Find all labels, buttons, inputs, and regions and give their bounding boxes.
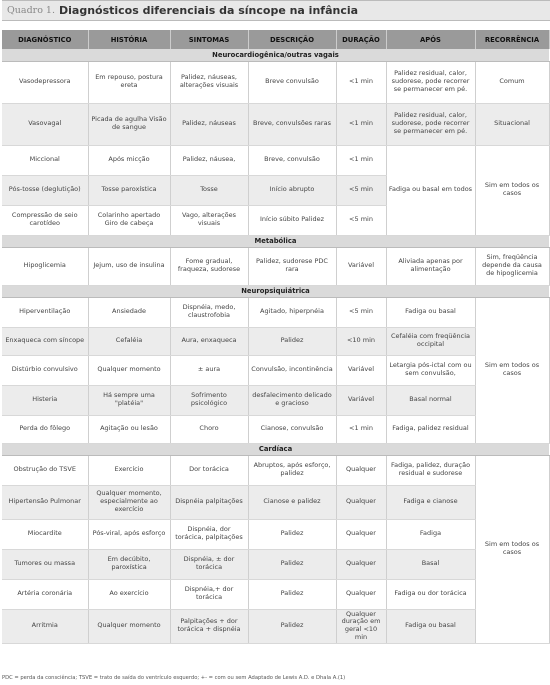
section-heading: Cardíaca [2, 443, 549, 455]
header-cell: DESCRIÇÃO [248, 30, 336, 49]
table-cell: Compressão de seio carotídeo [2, 205, 88, 235]
table-cell: Hiperventilação [2, 297, 88, 327]
table-cell: Agitação ou lesão [88, 415, 170, 443]
header-cell: DURAÇÃO [336, 30, 386, 49]
header-row [2, 30, 549, 49]
table-cell: Fadiga, palidez, duração residual e sudorese [386, 455, 475, 485]
section-heading: Metabólica [2, 235, 549, 247]
table-row [2, 485, 549, 519]
table-cell: Cianose, convulsão [248, 415, 336, 443]
table-cell: Convulsão, incontinência [248, 355, 336, 385]
table-cell: Colarinho apertado Giro de cabeça [88, 205, 170, 235]
header-cell: APÓS [386, 30, 475, 49]
table-cell: ± aura [170, 355, 248, 385]
table-cell: <1 min [336, 103, 386, 145]
table-cell: Há sempre uma "platéia" [88, 385, 170, 415]
table-cell: Palpitações + dor torácica + dispnéia [170, 609, 248, 644]
table-cell: Após micção [88, 145, 170, 175]
table-cell: Breve, convulsão [248, 145, 336, 175]
header-cell: SINTOMAS [170, 30, 248, 49]
table-cell: <1 min [336, 415, 386, 443]
table-cell: Hipertensão Pulmonar [2, 485, 88, 519]
table-cell: Hipoglicemia [2, 247, 88, 285]
table-cell: Palidez [248, 519, 336, 549]
table-caption [2, 0, 550, 21]
table-cell: <5 min [336, 205, 386, 235]
table-cell: Sim, freqüência depende da causa de hipoglicemia [475, 247, 549, 285]
table-row [2, 247, 549, 285]
table-cell: Início abrupto [248, 175, 336, 205]
table-cell: Palidez [248, 549, 336, 579]
table-cell: Palidez, náuseas, alterações visuais [170, 61, 248, 103]
table-cell: <10 min [336, 327, 386, 355]
caption-prefix: Quadro 1. [7, 5, 55, 16]
table-cell: Palidez, sudorese PDC rara [248, 247, 336, 285]
table-cell: Tosse [170, 175, 248, 205]
table-cell: Distúrbio convulsivo [2, 355, 88, 385]
table-cell: Qualquer [336, 485, 386, 519]
table-cell: Palidez residual, calor, sudorese, pode recorrer se permanecer em pé. [386, 61, 475, 103]
table-row [2, 145, 549, 175]
table-cell: Cefaléia com freqüência occipital [386, 327, 475, 355]
table-cell: Histeria [2, 385, 88, 415]
table-cell: Dor torácica [170, 455, 248, 485]
table-cell: Tosse paroxística [88, 175, 170, 205]
table-cell: Qualquer [336, 549, 386, 579]
table-cell: Picada de agulha Visão de sangue [88, 103, 170, 145]
table-cell: Qualquer momento [88, 355, 170, 385]
table-cell: Fadiga ou basal em todos [386, 145, 475, 235]
table-cell: Enxaqueca com síncope [2, 327, 88, 355]
table-cell: Fadiga ou dor torácica [386, 579, 475, 609]
table-cell: Início súbito Palidez [248, 205, 336, 235]
table-cell: Vago, alterações visuais [170, 205, 248, 235]
table-cell: Basal normal [386, 385, 475, 415]
table-cell: Dispnéia, dor torácica, palpitações [170, 519, 248, 549]
table-cell: Arritmia [2, 609, 88, 644]
table-cell: Variável [336, 385, 386, 415]
table-cell: Ao exercício [88, 579, 170, 609]
table-cell: Palidez [248, 609, 336, 644]
caption-title: Diagnósticos diferenciais da síncope na infância [59, 4, 359, 17]
header-cell: RECORRÊNCIA [475, 30, 549, 49]
table-cell: Pós-tosse (deglutição) [2, 175, 88, 205]
footnote: PDC = perda da consciência; TSVE = trato de saída do ventrículo esquerdo; +- = com ou sem Adaptado de Lewis A.D. e Dhala A.(1) [2, 675, 346, 681]
table-cell: Tumores ou massa [2, 549, 88, 579]
table-cell: Aliviada apenas por alimentação [386, 247, 475, 285]
table-cell: Fadiga e cianose [386, 485, 475, 519]
table-cell: Vasovagal [2, 103, 88, 145]
section-heading: Neuropsiquiátrica [2, 285, 549, 297]
table-cell: desfalecimento delicado e gracioso [248, 385, 336, 415]
table-cell: <5 min [336, 175, 386, 205]
table-cell: Qualquer [336, 579, 386, 609]
table-row [2, 297, 549, 327]
table-cell: Basal [386, 549, 475, 579]
table-cell: Sofrimento psicológico [170, 385, 248, 415]
table-row [2, 385, 549, 415]
table-cell: Qualquer momento [88, 609, 170, 644]
table-cell: Qualquer momento, especialmente ao exercício [88, 485, 170, 519]
table-cell: Palidez [248, 579, 336, 609]
differential-diagnosis-table [2, 30, 550, 644]
table-cell: Fadiga [386, 519, 475, 549]
table-cell: Abruptos, após esforço, palidez [248, 455, 336, 485]
table-cell: Artéria coronária [2, 579, 88, 609]
table-cell: Jejum, uso de insulina [88, 247, 170, 285]
table-cell: Variável [336, 247, 386, 285]
table-cell: Sim em todos os casos [475, 297, 549, 443]
table-cell: Breve convulsão [248, 61, 336, 103]
table-cell: Breve, convulsões raras [248, 103, 336, 145]
table-cell: Agitado, hiperpnéia [248, 297, 336, 327]
table-cell: Perda do fôlego [2, 415, 88, 443]
table-row [2, 519, 549, 549]
table-cell: Qualquer [336, 519, 386, 549]
table-cell: <1 min [336, 145, 386, 175]
table-row [2, 327, 549, 355]
table-cell: Fadiga ou basal [386, 297, 475, 327]
table-row [2, 455, 549, 485]
table-cell: Palidez residual, calor, sudorese, pode recorrer se permanecer em pé. [386, 103, 475, 145]
table-cell: Qualquer [336, 455, 386, 485]
table-cell: Dispnéia palpitações [170, 485, 248, 519]
table-cell: Exercício [88, 455, 170, 485]
table-row [2, 355, 549, 385]
table-row [2, 609, 549, 644]
table-cell: Dispnéia, ± dor torácica [170, 549, 248, 579]
table-row [2, 103, 549, 145]
table-cell: Fome gradual, fraqueza, sudorese [170, 247, 248, 285]
table-cell: Dispnéia,+ dor torácica [170, 579, 248, 609]
table-cell: <1 min [336, 61, 386, 103]
table-cell: Em repouso, postura ereta [88, 61, 170, 103]
table-cell: Sim em todos os casos [475, 145, 549, 235]
table-cell: Em decúbito, paroxística [88, 549, 170, 579]
table-cell: Sim em todos os casos [475, 455, 549, 644]
table-row [2, 61, 549, 103]
table-cell: Palidez, náuseas [170, 103, 248, 145]
table-cell: Choro [170, 415, 248, 443]
table-cell: Palidez, náusea, [170, 145, 248, 175]
table-cell: Cefaléia [88, 327, 170, 355]
table-cell: Obstrução do TSVE [2, 455, 88, 485]
table-cell: Cianose e palidez [248, 485, 336, 519]
table-row [2, 579, 549, 609]
table-cell: Qualquer duração em geral <10 min [336, 609, 386, 644]
header-cell: DIAGNÓSTICO [2, 30, 88, 49]
table-cell: Vasodepressora [2, 61, 88, 103]
table-cell: Miocardite [2, 519, 88, 549]
table-row [2, 549, 549, 579]
section-heading: Neurocardiogênica/outras vagais [2, 49, 549, 61]
table-cell: Dispnéia, medo, claustrofobia [170, 297, 248, 327]
table-cell: Palidez [248, 327, 336, 355]
table-cell: Fadiga, palidez residual [386, 415, 475, 443]
table-cell: Pós-viral, após esforço [88, 519, 170, 549]
table-cell: <5 min [336, 297, 386, 327]
table-cell: Fadiga ou basal [386, 609, 475, 644]
table-cell: Variável [336, 355, 386, 385]
header-cell: HISTÓRIA [88, 30, 170, 49]
table-cell: Ansiedade [88, 297, 170, 327]
table-cell: Aura, enxaqueca [170, 327, 248, 355]
table-cell: Comum [475, 61, 549, 103]
table-cell: Letargia pós-ictal com ou sem convulsão, [386, 355, 475, 385]
table-row [2, 415, 549, 443]
table-cell: Situacional [475, 103, 549, 145]
table-cell: Miccional [2, 145, 88, 175]
